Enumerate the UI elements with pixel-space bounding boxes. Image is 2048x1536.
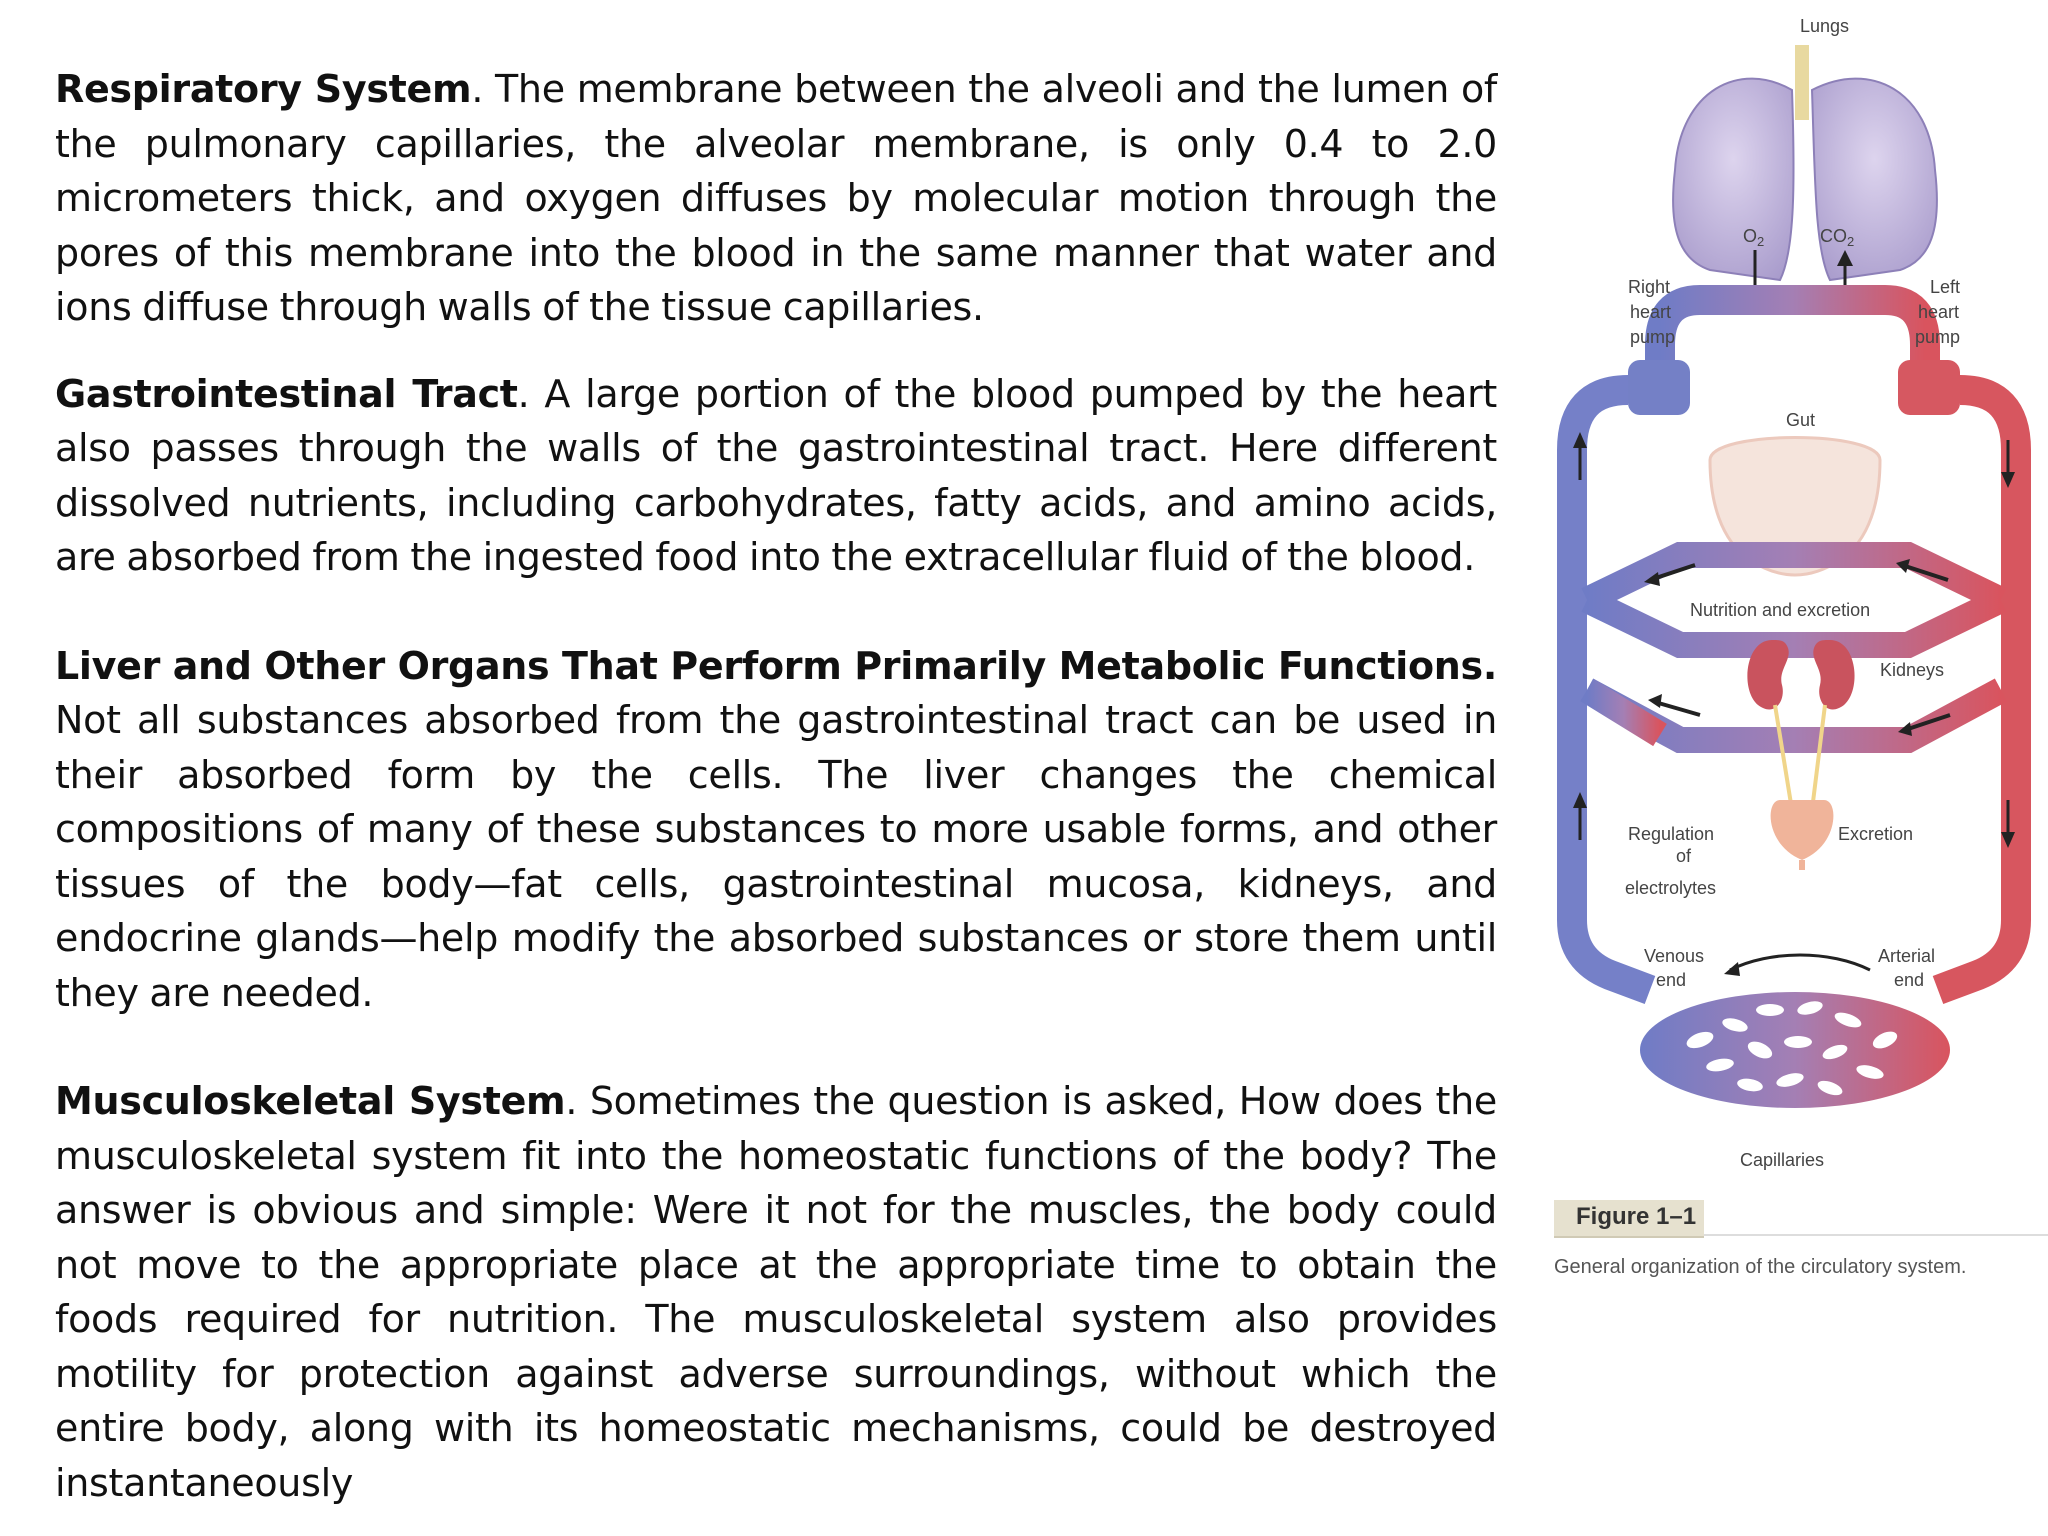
figure-number: Figure 1–1 — [1576, 1203, 1697, 1230]
ureters — [1775, 705, 1825, 810]
lungs-label: Lungs — [1800, 16, 1850, 36]
heading-suffix: . — [565, 1079, 578, 1123]
capillaries-label: Capillaries — [1740, 1150, 1825, 1170]
circulatory-figure — [1540, 0, 2048, 1300]
arterial-label-2: end — [1894, 970, 1925, 990]
excretion-label: Excretion — [1838, 824, 1914, 844]
left-heart-label-3: pump — [1915, 327, 1961, 347]
kidney-arrow-left — [1655, 702, 1700, 715]
section-heading: Musculoskeletal System — [55, 1079, 566, 1123]
figure-caption: General organization of the circulatory system. — [1554, 1256, 1967, 1278]
regulation-label-2: of — [1676, 846, 1692, 866]
section-gastrointestinal — [55, 367, 1497, 585]
regulation-label-1: Regulation — [1628, 824, 1715, 844]
venous-label-1: Venous — [1644, 946, 1705, 966]
heading-suffix: . — [517, 371, 530, 416]
arterial-label-1: Arterial — [1878, 946, 1936, 966]
capillary-flow-arrowhead — [1724, 962, 1740, 976]
venous-label-2: end — [1656, 970, 1687, 990]
section-heading: Gastrointestinal Tract — [55, 371, 518, 416]
section-body: Not all substances absorbed from the gastrointestinal tract can be used in their absorbed form by the cells. The liver changes the chemical compositions of many of these substances to more usable forms, and other tissues of the body—fat cells, gastrointestinal mucosa, kidneys, and endocrine glands—help modify the absorbed substances or store them until they are needed. — [55, 698, 1497, 1015]
section-body: A large portion of the blood pumped by the heart also passes through the walls of the gastrointestinal tract. Here different dissolved nutrients, including carbohydrates, fatty acids, and amino acids, are absorbed from the ingested food into the extracellular fluid of the blood. — [55, 371, 1497, 579]
section-musculoskeletal — [55, 1074, 1497, 1510]
regulation-label-3: electrolytes — [1625, 878, 1717, 898]
section-body: The membrane between the alveoli and the lumen of the pulmonary capillaries, the alveolar membrane, is only 0.4 to 2.0 micrometers thick, and oxygen diffuses by molecular motion through the pores of this membrane into the blood in the same manner that water and ions diffuse through walls of the tissue capillaries. — [55, 67, 1497, 329]
section-heading: Respiratory System — [55, 67, 472, 111]
section-respiratory — [55, 62, 1497, 335]
text-column — [55, 62, 1497, 1510]
section-body: Sometimes the question is asked, How does the musculoskeletal system fit into the homeostatic functions of the body? The answer is obvious and simple: Were it not for the muscles, the body could not move to the appropriate place at the appropriate time to obtain the foods required for nutrition. The musculoskeletal system also provides motility for protection against adverse surroundings, without which the entire body, along with its homeostatic mechanisms, could be destroyed instantaneously — [55, 1079, 1498, 1505]
bladder — [1771, 800, 1834, 860]
right-heart-label-3: pump — [1630, 327, 1676, 347]
pulmonary-circuit — [1660, 300, 1925, 390]
section-liver — [55, 639, 1497, 1021]
section-heading: Liver and Other Organs That Perform Primarily Metabolic Functions. — [55, 643, 1497, 688]
nutrition-label: Nutrition and excretion — [1690, 600, 1871, 620]
pulmonary-inner-line — [1690, 325, 1780, 390]
heading-suffix: . — [471, 67, 484, 111]
right-heart-label-2: heart — [1630, 302, 1672, 322]
left-heart-label-2: heart — [1918, 302, 1960, 322]
kidneys-label: Kidneys — [1880, 660, 1945, 680]
left-lung-shape — [1673, 79, 1794, 280]
kidney-arrowhead-left — [1648, 694, 1662, 708]
figure-caption-rule — [1704, 1234, 2048, 1236]
co2-label: $CO_2$ — [1820, 226, 1855, 249]
capillary-flow-arrow — [1730, 955, 1870, 970]
left-heart-pump — [1898, 360, 1960, 415]
o2-label: $O_2$ — [1743, 226, 1765, 249]
circulatory-diagram — [1540, 0, 2048, 1200]
gut-label: Gut — [1786, 410, 1816, 430]
right-lung-shape — [1812, 79, 1937, 280]
right-heart-label-1: Right — [1628, 277, 1671, 297]
capillary-bed — [1640, 992, 1950, 1108]
right-heart-pump — [1628, 360, 1690, 415]
left-heart-label-1: Left — [1930, 277, 1961, 297]
